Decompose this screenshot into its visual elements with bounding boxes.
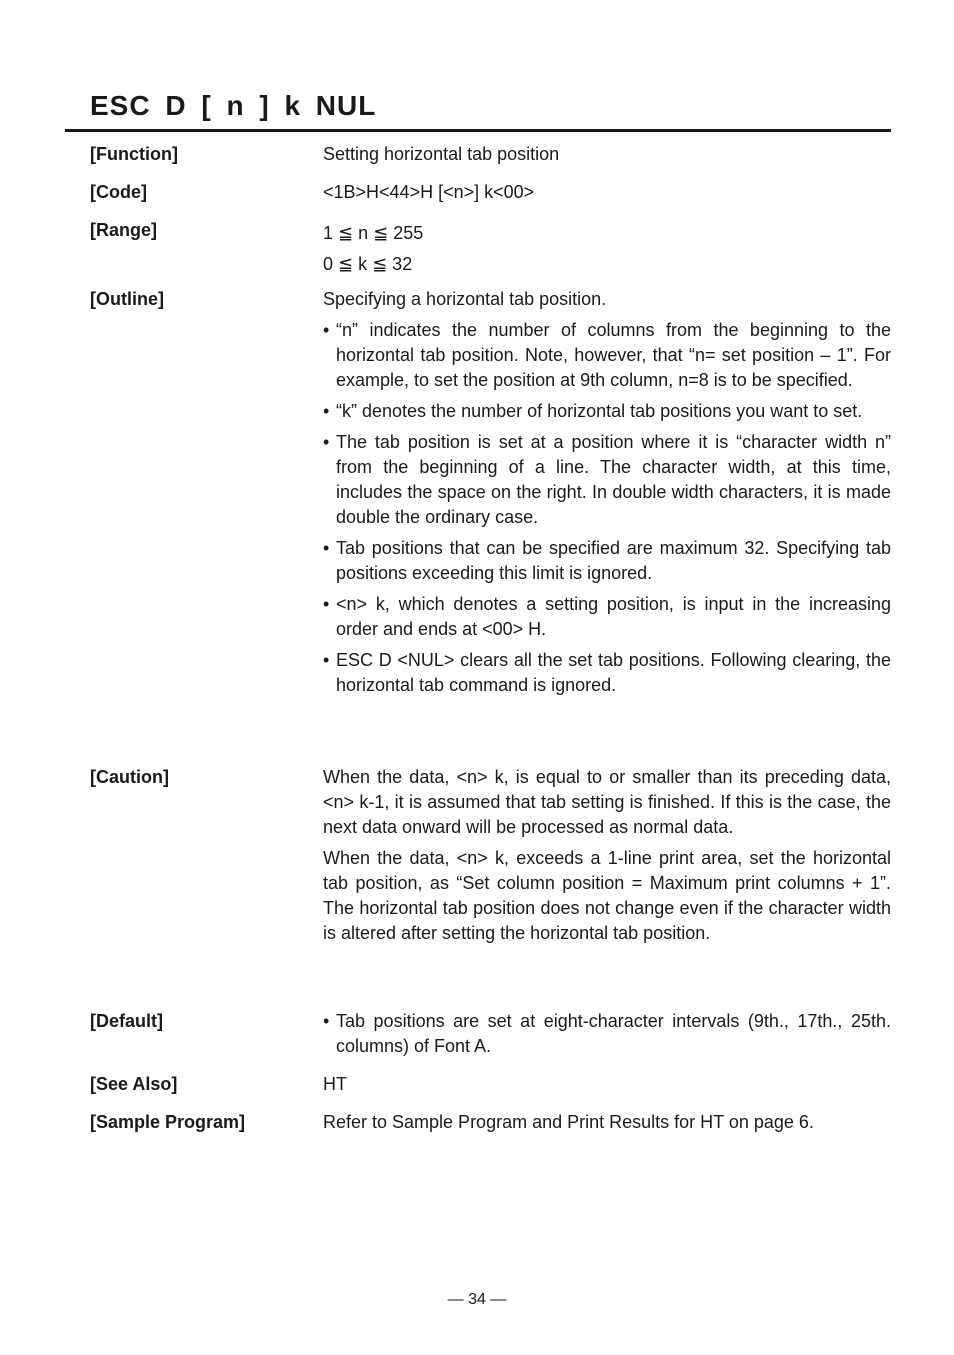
range-label: [Range]	[90, 220, 157, 240]
outline-bullet: • The tab position is set at a position where it is “character width n” from the beginning of a line. The character width, at this time, includes the space on the right. In double width characters, it is made double the ordinary case.	[323, 430, 891, 530]
see-also-text: HT	[323, 1074, 347, 1094]
caution-label: [Caution]	[90, 767, 169, 787]
page-title: ESC D [ n ] k NUL	[90, 90, 377, 121]
code-text: <1B>H<44>H [<n>] k<00>	[323, 182, 535, 202]
caution-text	[323, 765, 891, 946]
caution-paragraph: When the data, <n> k, exceeds a 1-line print area, set the horizontal tab position, as “Set column position = Maximum print columns + 1”. The horizontal tab position does not change even if the character width is altered after setting the horizontal tab position.	[323, 848, 891, 943]
outline-bullet: • “k” denotes the number of horizontal tab positions you want to set.	[323, 399, 891, 424]
title-rule	[65, 129, 891, 132]
function-label: [Function]	[90, 144, 178, 164]
default-label: [Default]	[90, 1011, 163, 1031]
default-bullet: • Tab positions are set at eight-character intervals (9th., 17th., 25th. columns) of Font A.	[323, 1009, 891, 1059]
page-number: — 34 —	[447, 1291, 507, 1308]
outline-label: [Outline]	[90, 289, 164, 309]
function-text: Setting horizontal tab position	[323, 144, 560, 164]
outline-bullet: • ESC D <NUL> clears all the set tab positions. Following clearing, the horizontal tab command is ignored.	[323, 648, 891, 698]
default-text	[323, 1009, 891, 1059]
range-n: 1 ≦ n ≦ 255	[323, 223, 424, 243]
outline-intro: Specifying a horizontal tab position.	[323, 289, 607, 309]
range-k: 0 ≦ k ≦ 32	[323, 254, 413, 274]
outline-bullet: • “n” indicates the number of columns from the beginning to the horizontal tab position. Note, however, that “n= set position – 1”. For example, to set the position at 9th column, n=8 is to be specified.	[323, 318, 891, 393]
see-also-label: [See Also]	[90, 1074, 178, 1094]
range-text	[323, 218, 891, 280]
code-label: [Code]	[90, 182, 147, 202]
outline-text	[323, 287, 891, 698]
outline-bullet: • <n> k, which denotes a setting position, is input in the increasing order and ends at <00> H.	[323, 592, 891, 642]
outline-bullet: • Tab positions that can be specified are maximum 32. Specifying tab positions exceeding this limit is ignored.	[323, 536, 891, 586]
sample-program-text: Refer to Sample Program and Print Results for HT on page 6.	[323, 1112, 814, 1132]
caution-paragraph: When the data, <n> k, is equal to or smaller than its preceding data, <n> k-1, it is assumed that tab setting is finished. If this is the case, the next data onward will be processed as normal data.	[323, 767, 891, 837]
sample-program-label: [Sample Program]	[90, 1112, 246, 1132]
